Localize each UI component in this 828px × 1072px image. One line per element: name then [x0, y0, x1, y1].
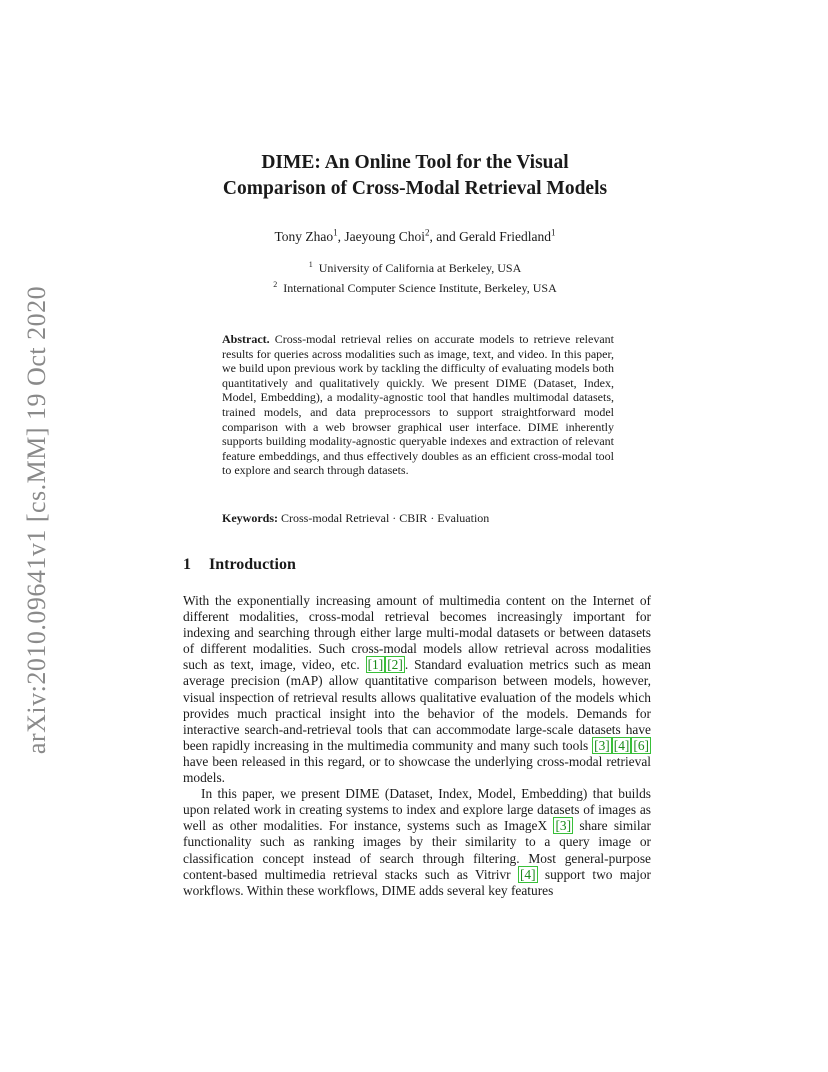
paragraph-text: support two major workflows. Within these workflows, DIME adds several key features: [183, 866, 651, 898]
author-list: [140, 229, 690, 245]
author-separator: , and: [429, 229, 460, 244]
paragraph-text: share similar functionality such as ranking images by their similarity to a query image or classification concept instead of search through filtering. Most general-purpose content-based multimedia retrieval stacks such as Vitrivr: [183, 818, 652, 882]
affiliation: [140, 257, 690, 277]
keywords: [222, 511, 614, 526]
arxiv-side-stamp: [12, 280, 62, 760]
citation-link[interactable]: [2]: [387, 657, 403, 673]
paper-title: [140, 150, 690, 202]
author-separator: ,: [337, 229, 345, 244]
paragraph: [183, 786, 651, 899]
affiliation-number: 2: [273, 279, 278, 289]
keywords-text: Cross-modal Retrieval · CBIR · Evaluation: [281, 511, 490, 525]
citation-link[interactable]: [1]: [367, 657, 384, 673]
author-name: Tony Zhao: [274, 229, 334, 244]
section-heading: [183, 556, 296, 574]
paragraph-text: . Standard evaluation metrics such as mean average precision (mAP) allow quantitative comparison between models, however, visual inspection of retrieval results allows qualitative evaluation of the models which provides much practical insight into the behavior of the models. Demands for interactive search-and-retrieval tools that can accommodate large-scale datasets have been rapidly increasing in the multimedia community and many such tools: [183, 657, 651, 753]
author-affil-mark: 2: [425, 227, 430, 238]
affiliation: [140, 277, 690, 297]
arxiv-identifier: arXiv:2010.09641v1 [cs.MM] 19 Oct 2020: [22, 285, 51, 755]
citation-link[interactable]: [3]: [594, 737, 610, 753]
paragraph-text: In this paper, we present DIME (Dataset, Index, Model, Embedding) that builds upon related work in creating systems to index and explore large datasets of images as well as other modalities. For instance, systems such as ImageX: [183, 786, 651, 834]
paragraph-text: have been released in this regard, or to showcase the underlying cross-modal retrieval models.: [183, 753, 651, 786]
section-body: [183, 593, 651, 899]
author-name: Gerald Friedland: [459, 229, 551, 244]
title-line-1: DIME: An Online Tool for the Visual: [261, 152, 569, 173]
abstract-text: Cross-modal retrieval relies on accurate models to retrieve relevant results for queries across modalities such as image, text, and video. In this paper, we build upon previous work by tackling the difficulty of evaluating models both quantitatively and qualitatively quickly. We present DIME (Dataset, Index, Model, Embedding), a modality-agnostic tool that handles multimodal datasets, trained models, and data preprocessors to support straightforward model comparison with a web browser graphical user interface. DIME inherently supports building modality-agnostic queryable indexes and extraction of relevant feature embeddings, and thus effectively doubles as an efficient cross-modal tool to explore and search through datasets.: [222, 332, 615, 478]
affiliation-list: [140, 257, 690, 296]
paragraph-text: With the exponentially increasing amount of multimedia content on the Internet of different modalities, cross-modal retrieval becomes increasingly important for indexing and searching through either large multi-modal datasets or between datasets of different modalities. Such cross-modal models allow retrieval across modalities such as text, image, video, etc.: [183, 593, 651, 673]
author-name: Jaeyoung Choi: [344, 229, 426, 244]
citation-link[interactable]: [4]: [613, 737, 630, 753]
abstract: [222, 332, 614, 478]
section-title: Introduction: [209, 556, 296, 573]
affiliation-text: University of California at Berkeley, USA: [318, 261, 522, 275]
section-number: 1: [183, 556, 191, 573]
author-affil-mark: 1: [551, 227, 556, 238]
citation-link[interactable]: [4]: [519, 866, 536, 882]
affiliation-number: 1: [308, 260, 313, 269]
abstract-label: Abstract.: [222, 332, 270, 346]
affiliation-text: International Computer Science Institute, Berkeley, USA: [283, 280, 557, 295]
author-affil-mark: 1: [333, 227, 338, 238]
citation-link[interactable]: [6]: [633, 737, 649, 753]
citation-link[interactable]: [3]: [555, 818, 572, 834]
paragraph: [183, 593, 651, 786]
title-line-2: Comparison of Cross-Modal Retrieval Models: [222, 178, 608, 199]
keywords-label: Keywords:: [222, 511, 278, 525]
